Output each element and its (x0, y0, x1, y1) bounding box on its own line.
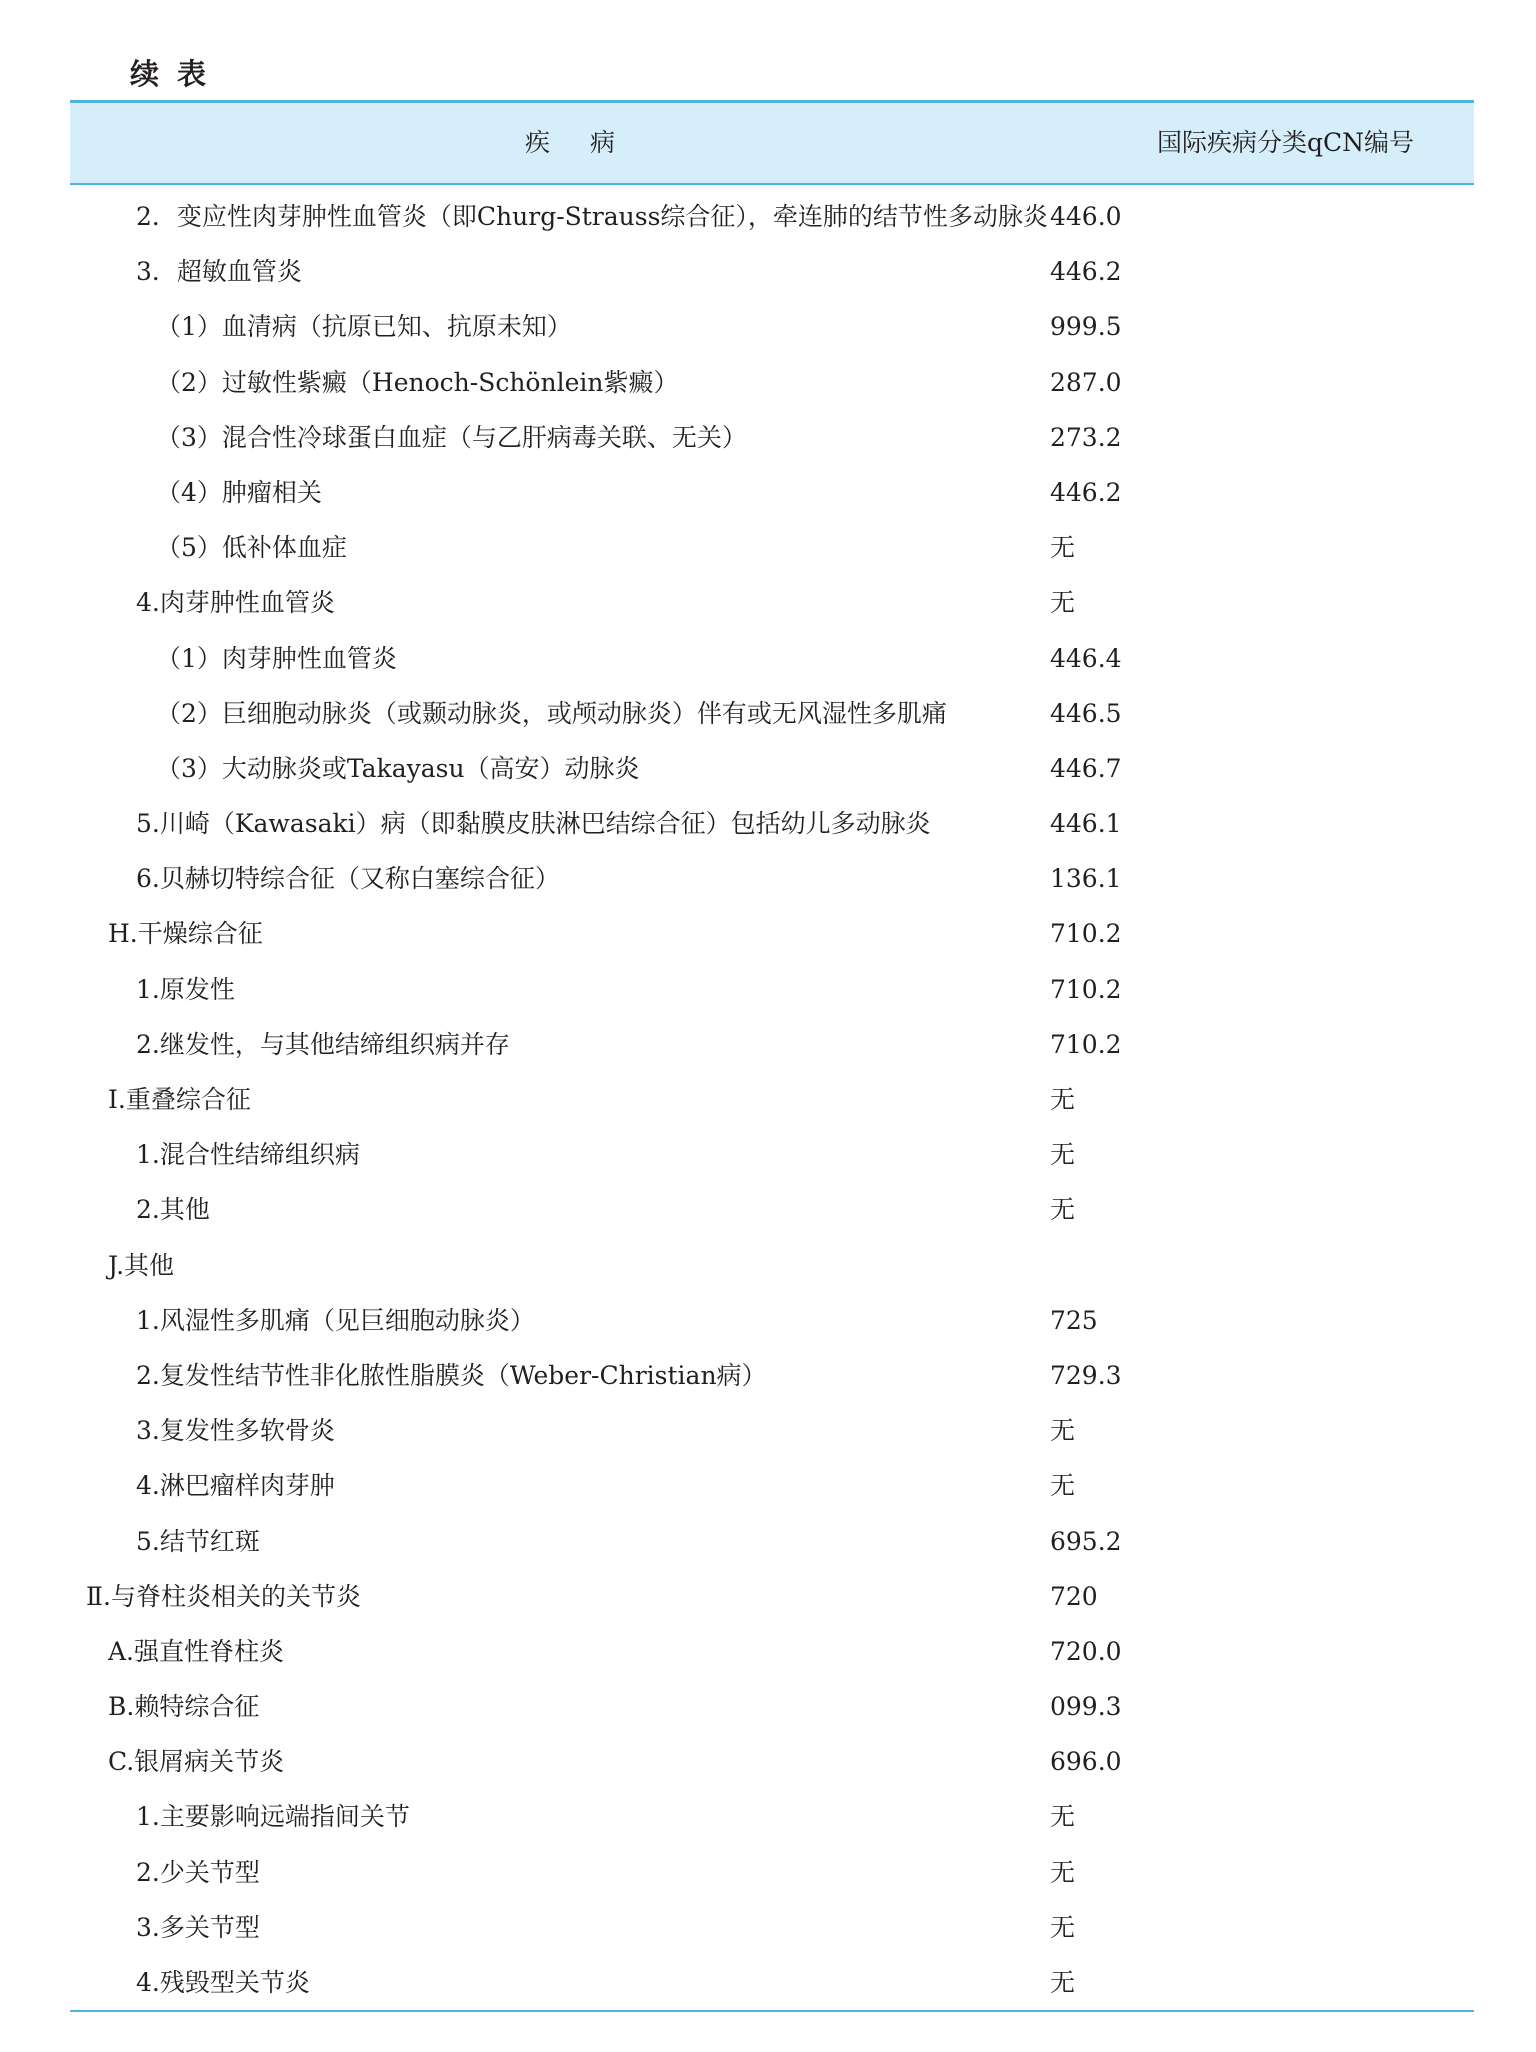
table-row (70, 749, 1474, 804)
disease-classification-table (70, 100, 1474, 2014)
icd-code: 446.1 (1050, 809, 1122, 839)
icd-code: 无 (1050, 1140, 1076, 1170)
table-continuation-caption: 续表 (130, 57, 225, 91)
header-disease-label: 疾病 (524, 128, 655, 157)
table-row (70, 1632, 1474, 1687)
table-bottom-rule (70, 2010, 1474, 2012)
icd-code: 无 (1050, 1416, 1076, 1446)
disease-name: （5）低补体血症 (156, 533, 347, 563)
table-row (70, 1356, 1474, 1411)
icd-code: 729.3 (1050, 1360, 1122, 1390)
icd-code: 无 (1050, 533, 1076, 563)
table-row (70, 1466, 1474, 1521)
disease-name: 3.多关节型 (136, 1912, 260, 1942)
icd-code: 无 (1050, 1968, 1076, 1997)
table-row (70, 694, 1474, 749)
table-row (70, 1135, 1474, 1190)
disease-name: C.银屑病关节炎 (108, 1747, 285, 1777)
table-row (70, 1687, 1474, 1742)
icd-code: 446.4 (1050, 643, 1122, 673)
icd-code: 695.2 (1050, 1526, 1122, 1556)
disease-name: 2.复发性结节性非化脓性脂膜炎（Weber-Christian病） (136, 1360, 767, 1390)
disease-name: 1.风湿性多肌痛（见巨细胞动脉炎） (136, 1305, 535, 1335)
disease-name: 2.继发性，与其他结缔组织病并存 (136, 1029, 510, 1059)
table-row (70, 418, 1474, 473)
table-row (70, 1742, 1474, 1797)
icd-code: 446.5 (1050, 698, 1122, 728)
icd-code: 725 (1050, 1305, 1098, 1335)
table-body (70, 197, 1474, 2018)
icd-code: 287.0 (1050, 367, 1122, 397)
disease-name: 4.残毁型关节炎 (136, 1968, 310, 1997)
disease-name: Ⅱ.与脊柱炎相关的关节炎 (86, 1581, 361, 1611)
disease-name: 1.主要影响远端指间关节 (136, 1802, 410, 1832)
table-row (70, 859, 1474, 914)
icd-code: 710.2 (1050, 1029, 1122, 1059)
disease-name: （2）巨细胞动脉炎（或颞动脉炎，或颅动脉炎）伴有或无风湿性多肌痛 (156, 698, 947, 728)
disease-name: （4）肿瘤相关 (156, 477, 322, 507)
disease-name: 4.肉芽肿性血管炎 (136, 588, 335, 618)
table-row (70, 1908, 1474, 1963)
table-row (70, 473, 1474, 528)
icd-code: 720.0 (1050, 1636, 1122, 1666)
icd-code: 无 (1050, 1085, 1076, 1114)
table-row (70, 1577, 1474, 1632)
icd-code: 446.2 (1050, 477, 1122, 507)
icd-code: 696.0 (1050, 1747, 1122, 1777)
icd-code: 136.1 (1050, 864, 1122, 894)
table-header (70, 103, 1474, 183)
table-row (70, 307, 1474, 362)
table-row (70, 1797, 1474, 1852)
disease-name: 5.川崎（Kawasaki）病（即黏膜皮肤淋巴结综合征）包括幼儿多动脉炎 (136, 809, 931, 839)
icd-code: 710.2 (1050, 919, 1122, 949)
table-row (70, 1246, 1474, 1301)
disease-name: 3.复发性多软骨炎 (136, 1416, 335, 1446)
icd-code: 999.5 (1050, 312, 1122, 342)
disease-name: （3）大动脉炎或Takayasu（高安）动脉炎 (156, 753, 640, 783)
disease-name: B.赖特综合征 (108, 1692, 260, 1722)
icd-code: 无 (1050, 1195, 1076, 1225)
disease-name: 2.少关节型 (136, 1857, 260, 1887)
icd-code: 446.7 (1050, 753, 1122, 783)
icd-code: 099.3 (1050, 1692, 1122, 1722)
disease-name: 1.原发性 (136, 974, 235, 1004)
disease-name: 5.结节红斑 (136, 1526, 260, 1556)
disease-name: （1）血清病（抗原已知、抗原未知） (156, 312, 572, 342)
disease-name: 3．超敏血管炎 (136, 257, 302, 287)
table-row (70, 804, 1474, 859)
table-header-rule (70, 183, 1474, 185)
icd-code: 无 (1050, 1802, 1076, 1832)
icd-code: 720 (1050, 1581, 1098, 1611)
table-row (70, 914, 1474, 969)
icd-code: 710.2 (1050, 974, 1122, 1004)
disease-name: H.干燥综合征 (108, 919, 263, 949)
disease-name: （2）过敏性紫癜（Henoch-Schönlein紫癜） (156, 367, 679, 397)
table-row (70, 363, 1474, 418)
table-row (70, 1025, 1474, 1080)
table-row (70, 1080, 1474, 1135)
icd-code: 446.2 (1050, 257, 1122, 287)
table-row (70, 1190, 1474, 1245)
disease-name: J.其他 (108, 1250, 175, 1280)
disease-name: 2．变应性肉芽肿性血管炎（即Churg-Strauss综合征），牵连肺的结节性多动脉炎 (136, 202, 1048, 231)
header-code: 国际疾病分类qCN编号 (1157, 128, 1415, 157)
disease-name: A.强直性脊柱炎 (108, 1636, 285, 1666)
disease-name: （3）混合性冷球蛋白血症（与乙肝病毒关联、无关） (156, 422, 747, 452)
header-disease (70, 103, 1110, 183)
disease-name: 1.混合性结缔组织病 (136, 1140, 360, 1170)
table-row (70, 252, 1474, 307)
disease-name: 2.其他 (136, 1195, 210, 1225)
table-row (70, 970, 1474, 1025)
disease-name: 4.淋巴瘤样肉芽肿 (136, 1471, 335, 1501)
icd-code: 446.0 (1050, 202, 1122, 231)
table-row (70, 1411, 1474, 1466)
table-row (70, 639, 1474, 694)
icd-code: 273.2 (1050, 422, 1122, 452)
table-row (70, 528, 1474, 583)
disease-name: （1）肉芽肿性血管炎 (156, 643, 397, 673)
icd-code: 无 (1050, 588, 1076, 618)
disease-name: I.重叠综合征 (108, 1085, 251, 1114)
table-row (70, 1522, 1474, 1577)
table-row (70, 1853, 1474, 1908)
table-row (70, 583, 1474, 638)
icd-code: 无 (1050, 1471, 1076, 1501)
disease-name: 6.贝赫切特综合征（又称白塞综合征） (136, 864, 560, 894)
icd-code: 无 (1050, 1912, 1076, 1942)
table-row (70, 1301, 1474, 1356)
table-row (70, 197, 1474, 252)
icd-code: 无 (1050, 1857, 1076, 1887)
